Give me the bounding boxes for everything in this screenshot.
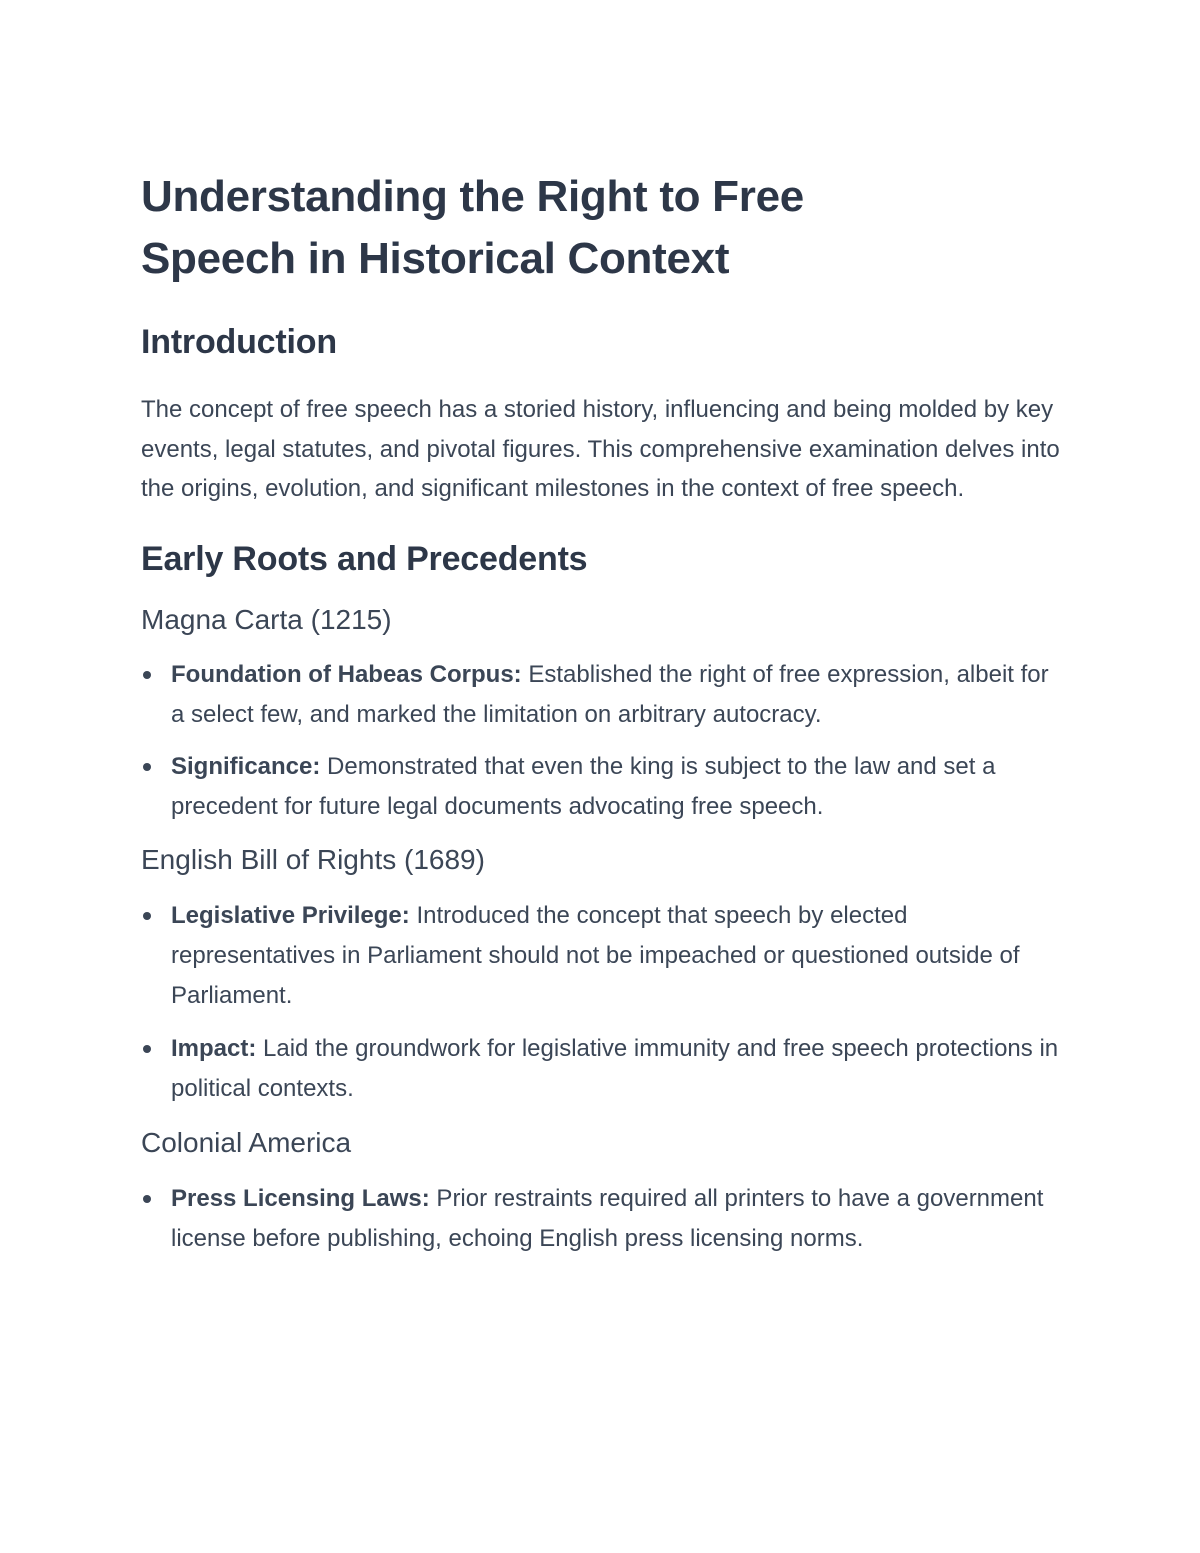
list-item-label: Legislative Privilege:: [171, 901, 410, 929]
title-line-1: Understanding the Right to Free: [141, 172, 804, 221]
bill-of-rights-list: [141, 896, 1061, 1109]
document-page: [141, 166, 1061, 1259]
list-item-text: Established the right of free expression, albeit for a select few, and marked the limitation on arbitrary autocracy.: [171, 660, 1049, 728]
title-line-2: Speech in Historical Context: [141, 234, 730, 283]
document-title: [141, 166, 1061, 290]
bullet-icon: [143, 1195, 151, 1203]
bullet-icon: [143, 671, 151, 679]
introduction-paragraph: The concept of free speech has a storied history, influencing and being molded by key events, legal statutes, and pivotal figures. This comprehensive examination delves into the origins, evolution, and significant milestones in the context of free speech.: [141, 396, 1060, 502]
list-item-text: Demonstrated that even the king is subject to the law and set a precedent for future legal documents advocating free speech.: [171, 752, 996, 820]
introduction-heading: Introduction: [141, 323, 337, 361]
list-item-label: Foundation of Habeas Corpus:: [171, 660, 522, 688]
list-item: [141, 747, 1061, 827]
list-item-label: Impact:: [171, 1034, 257, 1062]
early-roots-heading: Early Roots and Precedents: [141, 539, 588, 578]
bullet-icon: [143, 763, 151, 771]
list-item: [141, 1029, 1061, 1109]
bullet-icon: [143, 912, 151, 920]
list-item-label: Significance:: [171, 752, 321, 780]
list-item-text: Laid the groundwork for legislative immunity and free speech protections in political contexts.: [171, 1034, 1059, 1102]
bill-of-rights-heading: English Bill of Rights (1689): [141, 843, 485, 875]
list-item: [141, 655, 1061, 735]
list-item-text: Introduced the concept that speech by elected representatives in Parliament should not be impeached or questioned outside of Parliament.: [171, 901, 1020, 1009]
list-item-label: Press Licensing Laws:: [171, 1184, 430, 1212]
colonial-america-list: [141, 1179, 1061, 1259]
magna-carta-heading: Magna Carta (1215): [141, 603, 392, 635]
colonial-america-heading: Colonial America: [141, 1126, 352, 1158]
list-item-text: Prior restraints required all printers to have a government license before publishing, echoing English press licensing norms.: [171, 1184, 1044, 1252]
list-item: [141, 1179, 1061, 1259]
magna-carta-list: [141, 655, 1061, 827]
list-item: [141, 896, 1061, 1016]
bullet-icon: [143, 1045, 151, 1053]
